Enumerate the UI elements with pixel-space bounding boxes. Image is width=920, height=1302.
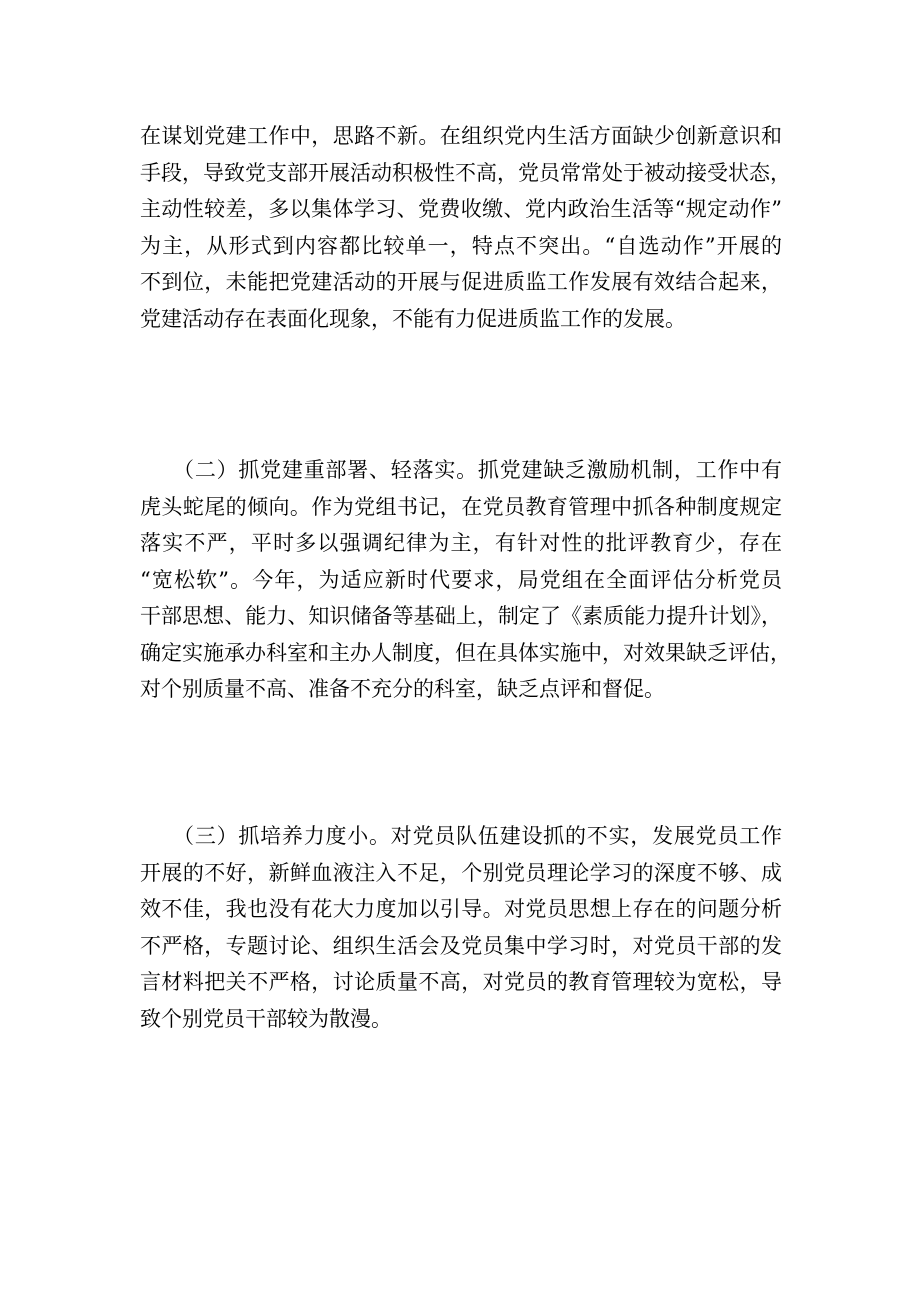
paragraph-line: （二）抓党建重部署、轻落实。抓党建缺乏激励机制，工作中有 xyxy=(140,458,782,482)
paragraph-line: 落实不严，平时多以强调纪律为主，有针对性的批评教育少，存在 xyxy=(140,531,782,555)
paragraph-line: 不严格，专题讨论、组织生活会及党员集中学习时，对党员干部的发 xyxy=(140,933,782,958)
paragraph-line: “宽松软”。今年，为适应新时代要求，局党组在全面评估分析党员 xyxy=(140,567,782,592)
paragraph-line: 致个别党员干部较为散漫。 xyxy=(140,1006,392,1031)
paragraph-line: 在谋划党建工作中，思路不新。在组织党内生活方面缺少创新意识和 xyxy=(140,124,782,148)
paragraph-line: 党建活动存在表面化现象，不能有力促进质监工作的发展。 xyxy=(140,306,686,331)
paragraph-line: 开展的不好，新鲜血液注入不足，个别党员理论学习的深度不够、成 xyxy=(140,860,782,885)
paragraph-line: 确定实施承办科室和主办人制度，但在具体实施中，对效果缺乏评估， xyxy=(140,640,791,665)
paragraph-line: 干部思想、能力、知识储备等基础上，制定了《素质能力提升计划》， xyxy=(140,604,782,628)
paragraph-line: 不到位，未能把党建活动的开展与促进质监工作发展有效结合起来， xyxy=(140,270,782,294)
paragraph-line: 主动性较差，多以集体学习、党费收缴、党内政治生活等“规定动作” xyxy=(140,197,782,221)
paragraph-1 xyxy=(140,118,791,337)
paragraph-line: 对个别质量不高、准备不充分的科室，缺乏点评和督促。 xyxy=(140,677,665,701)
paragraph-line: （三）抓培养力度小。对党员队伍建设抓的不实，发展党员工作 xyxy=(140,824,782,848)
paragraph-line: 虎头蛇尾的倾向。作为党组书记，在党员教育管理中抓各种制度规定 xyxy=(140,494,782,519)
paragraph-line: 效不佳，我也没有花大力度加以引导。对党员思想上存在的问题分析 xyxy=(140,897,782,921)
paragraph-3 xyxy=(140,818,782,1037)
paragraph-2 xyxy=(140,452,791,708)
paragraph-line: 手段，导致党支部开展活动积极性不高，党员常常处于被动接受状态， xyxy=(140,160,791,185)
paragraph-line: 为主，从形式到内容都比较单一，特点不突出。“自选动作”开展的 xyxy=(140,233,782,258)
paragraph-line: 言材料把关不严格，讨论质量不高，对党员的教育管理较为宽松，导 xyxy=(140,970,782,994)
